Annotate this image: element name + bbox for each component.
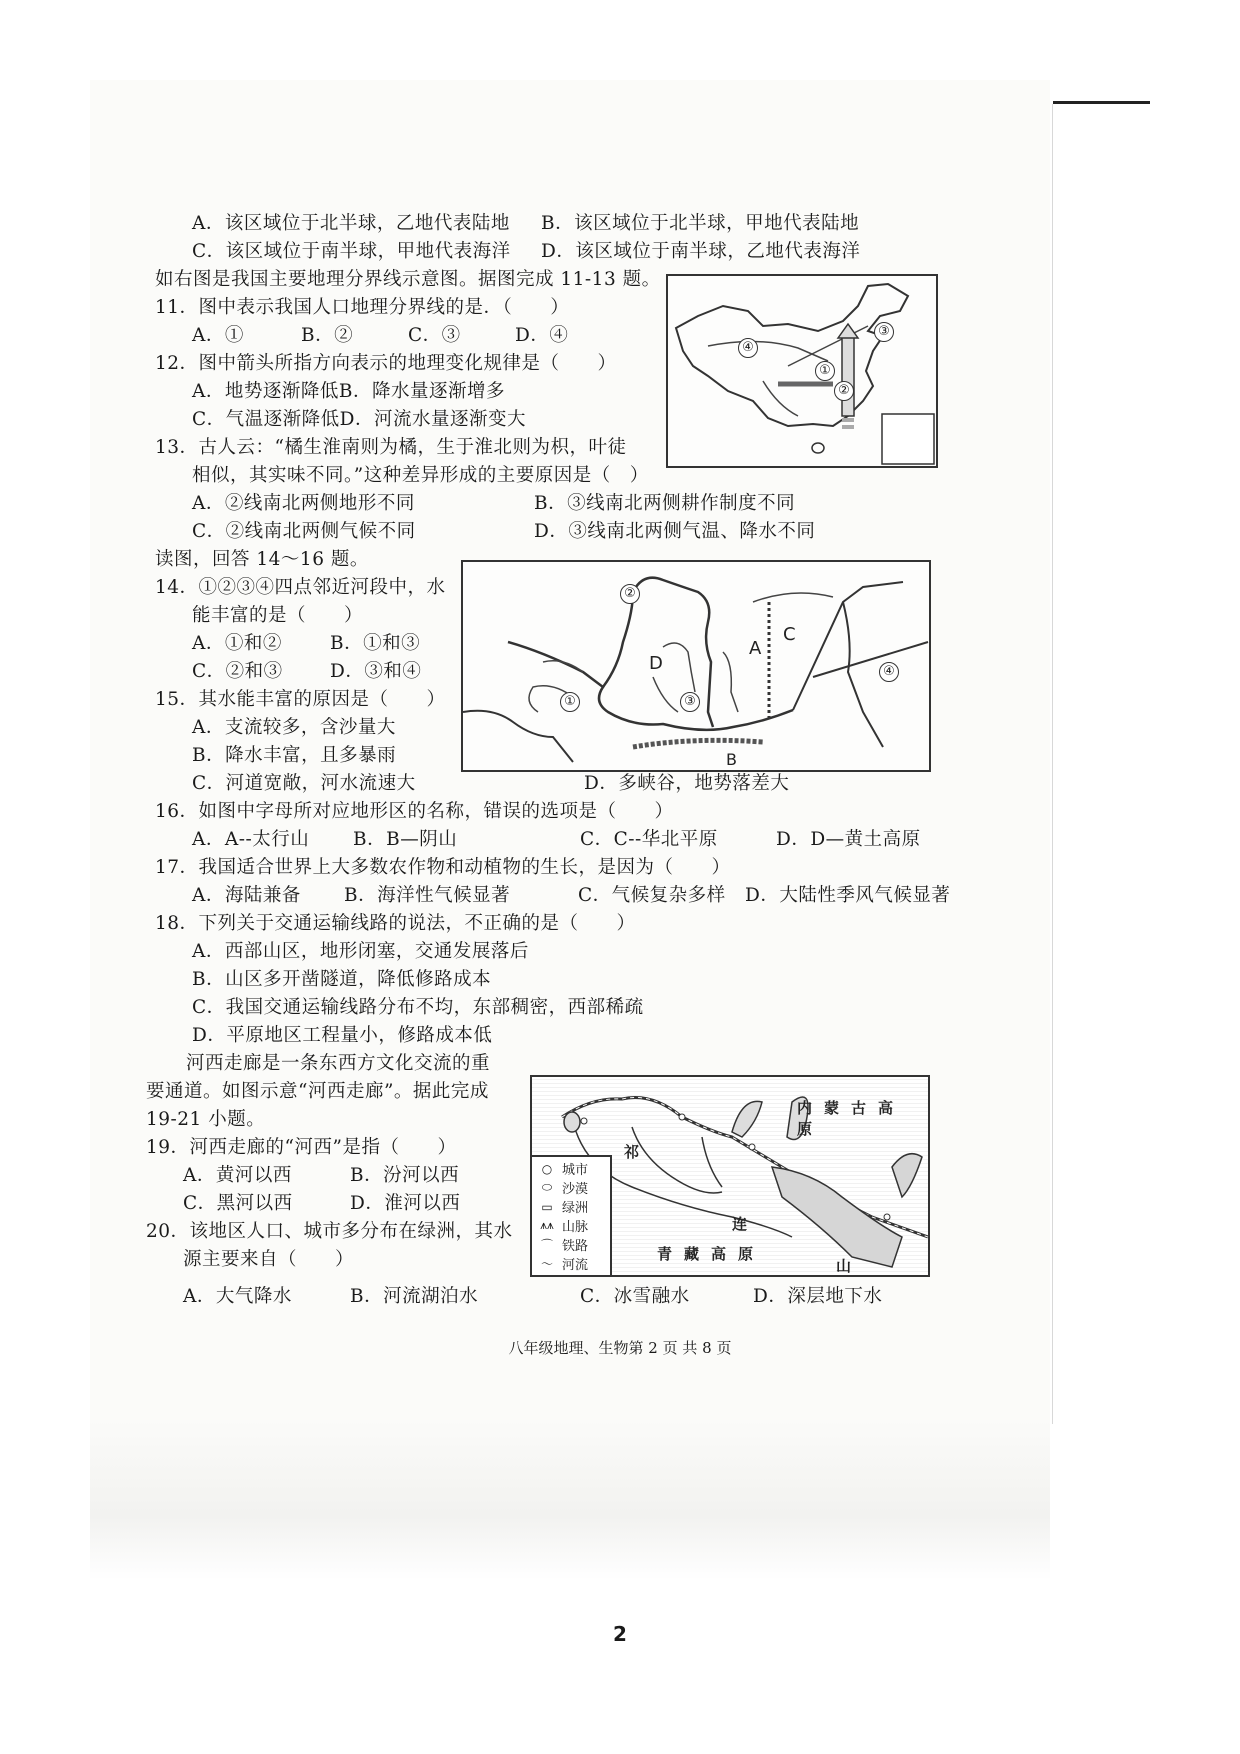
q10-option-a: A．该区域位于北半球，乙地代表陆地: [192, 213, 510, 234]
q17-option-a: A．海陆兼备: [192, 885, 301, 906]
q16-option-c: C．C--华北平原: [580, 829, 718, 850]
legend-row-railway: ⌒ 铁路: [532, 1235, 610, 1254]
q10-option-c: C．该区域位于南半球，甲地代表海洋: [192, 241, 511, 262]
q19-option-b: B．汾河以西: [350, 1165, 460, 1186]
q17-option-b: B．海洋性气候显著: [344, 885, 511, 906]
q18-stem: 18．下列关于交通运输线路的说法，不正确的是（ ）: [155, 913, 636, 934]
river-icon: ～: [540, 1257, 553, 1271]
q14-option-d: D．③和④: [330, 661, 422, 682]
q15-option-c: C．河道宽敞，河水流速大: [192, 773, 416, 794]
scan-bottom-shadow: [90, 1420, 1050, 1580]
q17-stem: 17．我国适合世界上大多数农作物和动植物的生长，是因为（ ）: [155, 857, 731, 878]
q13-option-b: B．③线南北两侧耕作制度不同: [534, 493, 796, 514]
q17-option-c: C．气候复杂多样: [578, 885, 726, 906]
hexi-corridor-map: [530, 1075, 930, 1277]
legend-row-oasis: ▭ 绿洲: [532, 1197, 610, 1216]
hexi-label-qinghai-tibet: 青藏高原: [657, 1245, 766, 1263]
river-map-label-B: B: [726, 750, 737, 769]
q14-stem-2: 能丰富的是（ ）: [192, 605, 364, 626]
q13-stem-2: 相似，其实味不同。”这种差异形成的主要原因是（ ）: [192, 465, 649, 486]
railway-icon: ⌒: [540, 1238, 553, 1252]
q12-options-cd: C．气温逐渐降低D．河流水量逐渐变大: [192, 409, 526, 430]
q11-option-d: D．④: [515, 325, 569, 346]
q13-option-c: C．②线南北两侧气候不同: [192, 521, 416, 542]
q20-stem-1: 20．该地区人口、城市多分布在绿洲，其水: [146, 1221, 513, 1242]
river-map-label-4: ④: [879, 662, 899, 682]
q20-option-b: B．河流湖泊水: [350, 1286, 479, 1307]
q18-option-b: B．山区多开凿隧道，降低修路成本: [192, 969, 492, 990]
yellow-river-map: [461, 560, 931, 772]
legend-row-mountain: ⩚⩚ 山脉: [532, 1216, 610, 1235]
desert-icon: ⬭: [541, 1180, 553, 1194]
city-icon: ○: [541, 1161, 553, 1176]
q19-option-a: A．黄河以西: [183, 1165, 292, 1186]
intro-19-21-line2: 要通道。如图示意“河西走廊”。据此完成: [146, 1081, 489, 1102]
china-outline-icon: [668, 276, 936, 466]
river-map-label-2: ②: [620, 584, 640, 604]
q15-stem: 15．其水能丰富的原因是（ ）: [155, 689, 446, 710]
q12-stem: 12．图中箭头所指方向表示的地理变化规律是（ ）: [155, 353, 617, 374]
q19-stem: 19．河西走廊的“河西”是指（ ）: [146, 1137, 457, 1158]
river-map-label-1: ①: [560, 692, 580, 712]
page-footer: 八年级地理、生物第 2 页 共 8 页: [508, 1339, 732, 1357]
river-map-label-D: D: [649, 653, 663, 674]
page-edge-line: [1052, 104, 1053, 1424]
header-rule: [1053, 101, 1150, 104]
q14-option-c: C．②和③: [192, 661, 283, 682]
river-map-label-3: ③: [680, 692, 700, 712]
china-map-label-2: ②: [834, 381, 854, 401]
q16-stem: 16．如图中字母所对应地形区的名称，错误的选项是（ ）: [155, 801, 674, 822]
q11-option-a: A．①: [192, 325, 244, 346]
q15-option-a: A．支流较多，含沙量大: [192, 717, 396, 738]
intro-19-21-line1: 河西走廊是一条东西方文化交流的重: [186, 1053, 491, 1074]
intro-11-13: 如右图是我国主要地理分界线示意图。据图完成 11-13 题。: [155, 269, 661, 290]
q14-option-b: B．①和③: [330, 633, 421, 654]
china-boundary-map: [666, 274, 938, 468]
q20-option-c: C．冰雪融水: [580, 1286, 690, 1307]
q18-option-c: C．我国交通运输线路分布不均，东部稠密，西部稀疏: [192, 997, 644, 1018]
legend-row-river: ～ 河流: [532, 1254, 610, 1273]
q18-option-d: D．平原地区工程量小，修路成本低: [192, 1025, 493, 1046]
q20-stem-2: 源主要来自（ ）: [183, 1249, 355, 1270]
mountain-icon: ⩚⩚: [540, 1218, 554, 1232]
hexi-label-lian: 连: [732, 1215, 748, 1233]
q13-option-d: D．③线南北两侧气温、降水不同: [534, 521, 816, 542]
hexi-label-inner-mongolia: 内蒙古高原: [797, 1099, 906, 1138]
china-map-label-1: ①: [815, 361, 835, 381]
q14-stem-1: 14．①②③④四点邻近河段中，水: [155, 577, 446, 598]
yellow-river-outline-icon: [463, 562, 929, 770]
page-number: 2: [613, 1622, 627, 1646]
hexi-label-shan: 山: [836, 1257, 852, 1275]
oasis-icon: ▭: [541, 1199, 553, 1214]
q15-option-d: D．多峡谷，地势落差大: [584, 773, 790, 794]
q11-stem: 11．图中表示我国人口地理分界线的是．（ ）: [155, 297, 570, 318]
china-map-label-3: ③: [874, 322, 894, 342]
q12-options-ab: A．地势逐渐降低B．降水量逐渐增多: [192, 381, 505, 402]
q19-option-c: C．黑河以西: [183, 1193, 293, 1214]
q11-option-b: B．②: [301, 325, 354, 346]
q17-option-d: D．大陆性季风气候显著: [745, 885, 951, 906]
q11-option-c: C．③: [408, 325, 461, 346]
river-map-label-A: A: [749, 638, 762, 659]
hexi-label-qi: 祁: [624, 1143, 640, 1161]
q15-option-b: B．降水丰富，且多暴雨: [192, 745, 397, 766]
q13-option-a: A．②线南北两侧地形不同: [192, 493, 415, 514]
q13-stem-1: 13．古人云：“橘生淮南则为橘，生于淮北则为枳，叶徒: [155, 437, 627, 458]
q10-option-d: D．该区域位于南半球，乙地代表海洋: [541, 241, 861, 262]
q20-option-d: D．深层地下水: [753, 1286, 883, 1307]
q16-option-d: D．D—黄土高原: [776, 829, 921, 850]
legend-row-desert: ⬭ 沙漠: [532, 1178, 610, 1197]
legend-row-city: ○ 城市: [532, 1159, 610, 1178]
hexi-map-legend: [532, 1155, 612, 1275]
q14-option-a: A．①和②: [192, 633, 282, 654]
china-map-label-4: ④: [738, 338, 758, 358]
q16-option-b: B．B—阴山: [353, 829, 458, 850]
intro-19-21-line3: 19-21 小题。: [146, 1109, 266, 1130]
intro-14-16: 读图，回答 14～16 题。: [155, 549, 369, 570]
q16-option-a: A．A--太行山: [192, 829, 310, 850]
q18-option-a: A．西部山区，地形闭塞，交通发展落后: [192, 941, 529, 962]
q10-option-b: B．该区域位于北半球，甲地代表陆地: [541, 213, 860, 234]
q19-option-d: D．淮河以西: [350, 1193, 461, 1214]
q20-option-a: A．大气降水: [183, 1286, 292, 1307]
river-map-label-C: C: [783, 624, 796, 645]
